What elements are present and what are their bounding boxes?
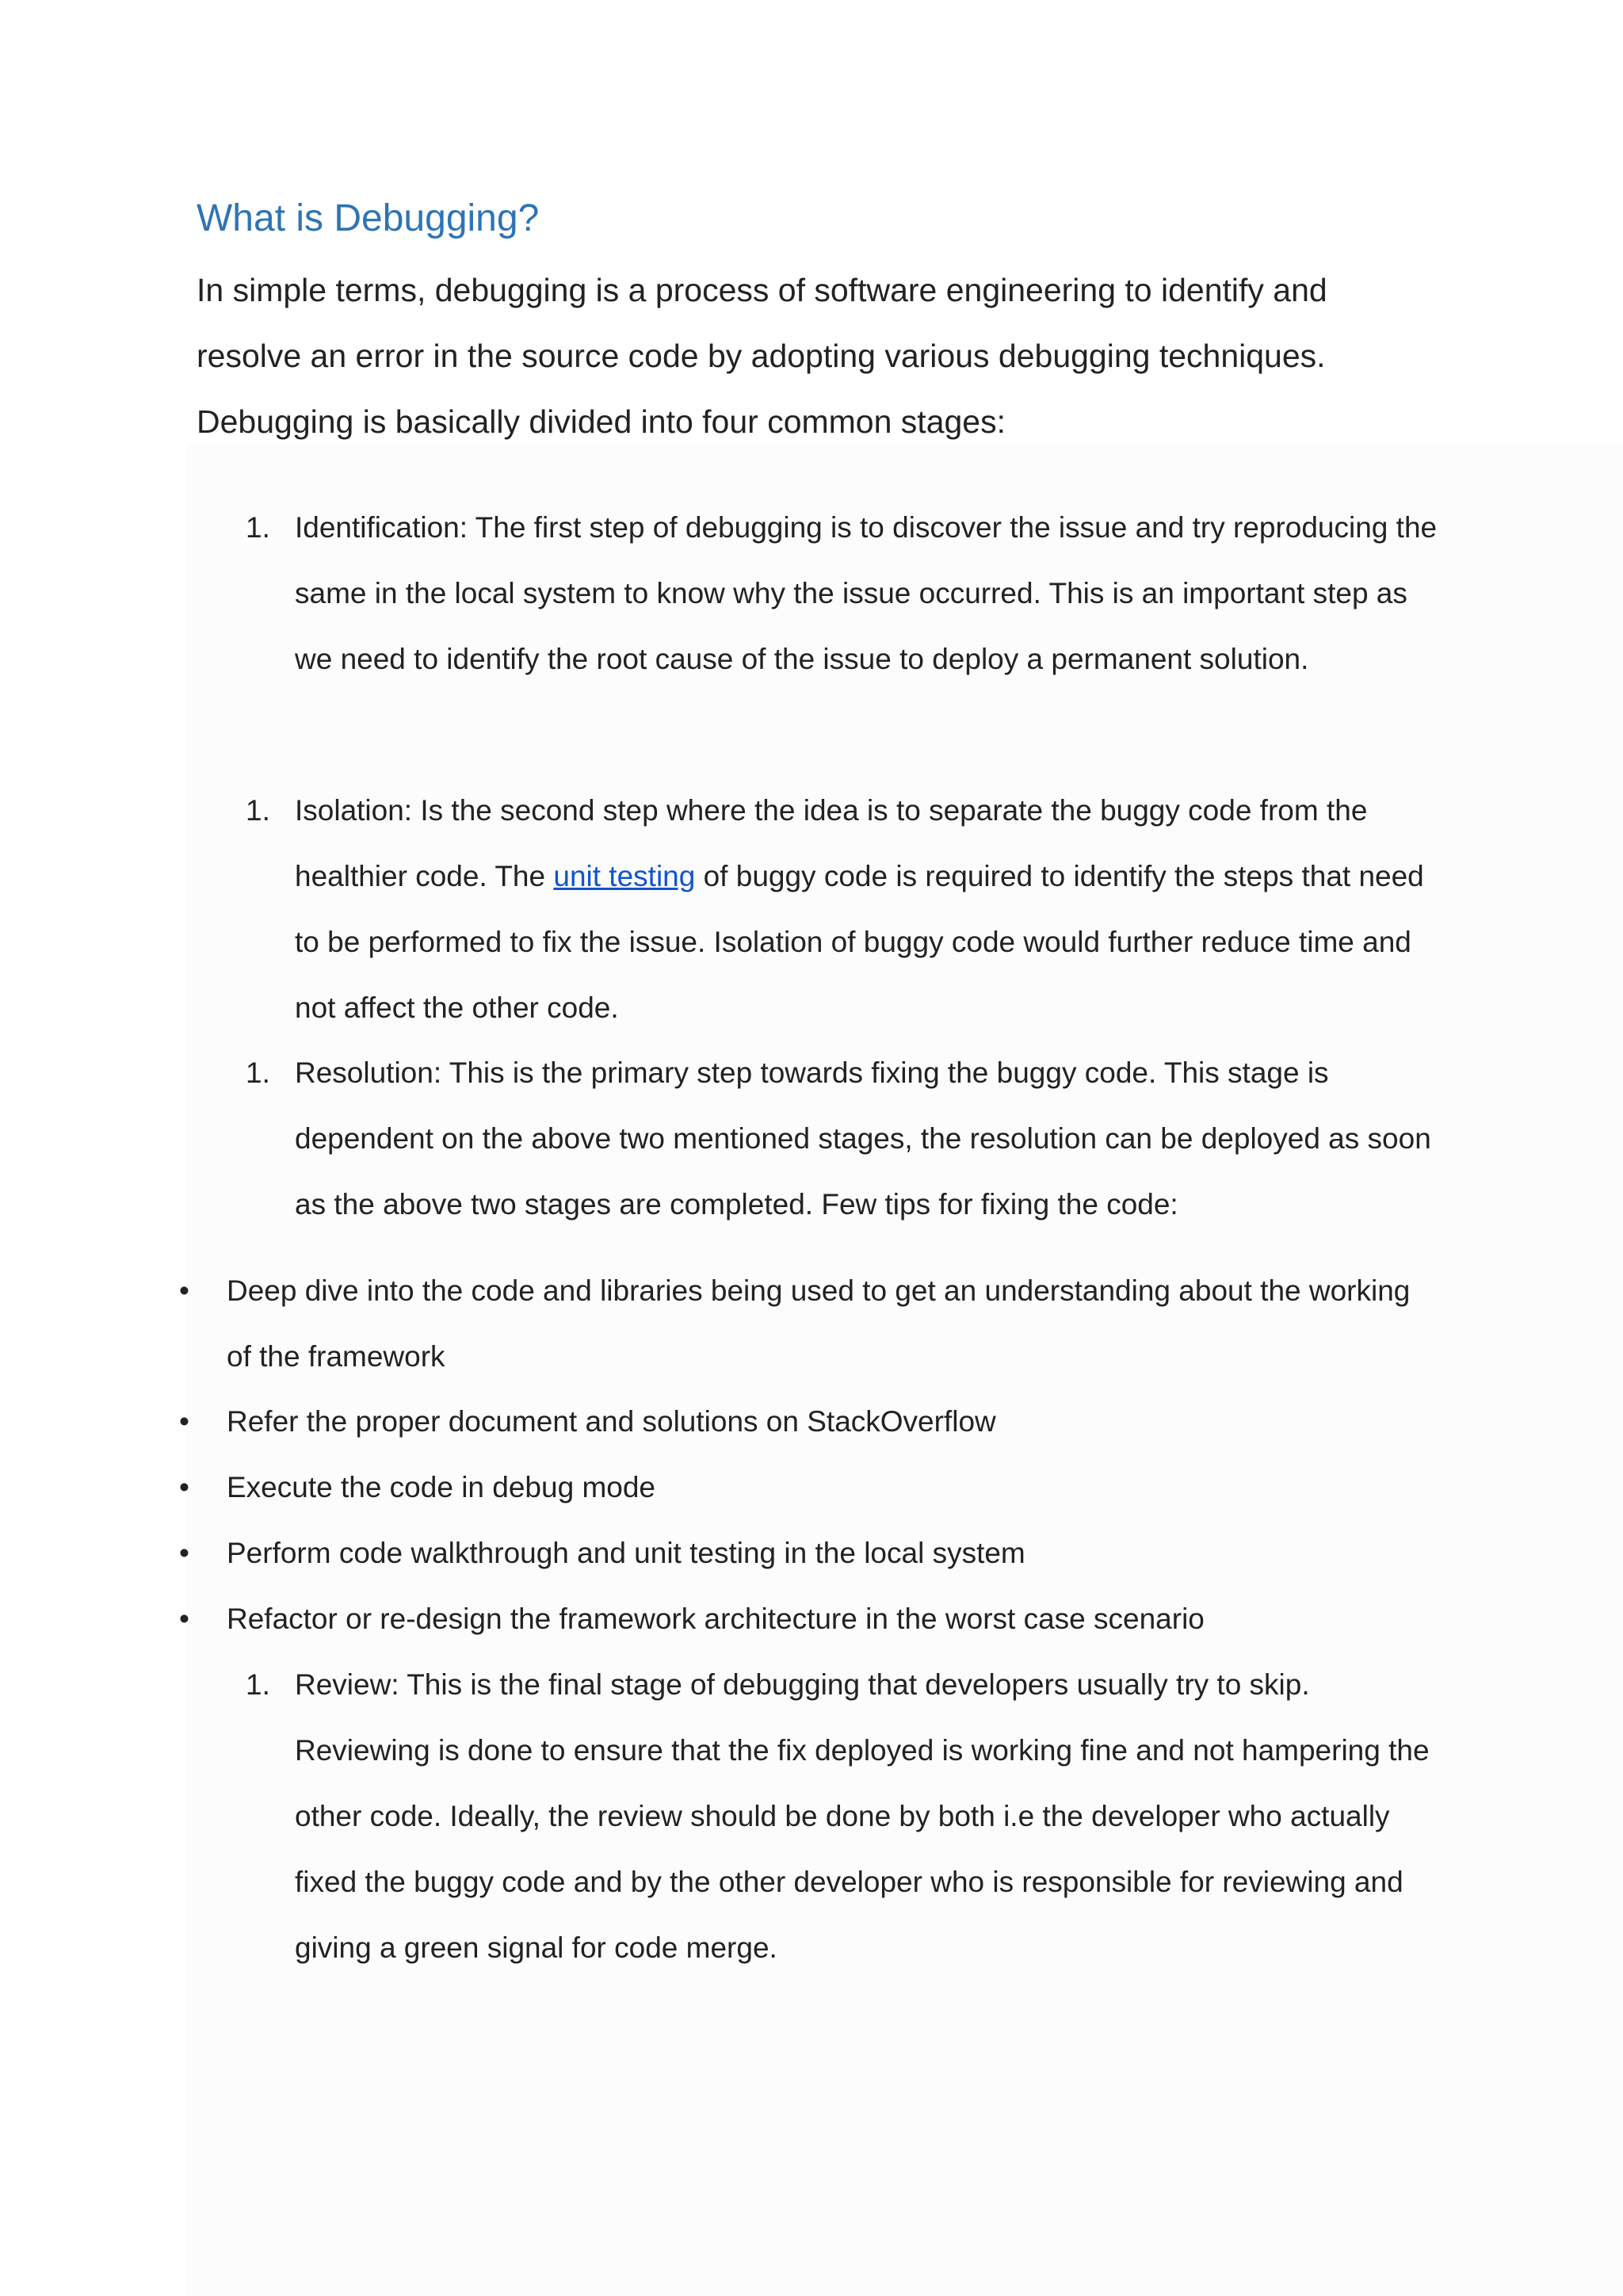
- intro-paragraph: In simple terms, debugging is a process of software engineering to identify and resolve an error in the source code by adopting various debugging techniques. Debugging is basically divided into four common stages:: [197, 272, 1327, 440]
- list-number: 1.: [246, 511, 270, 544]
- stage-text: Resolution: This is the primary step towards fixing the buggy code. This stage is dependent on the above two mentioned stages, the resolution can be deployed as soon as the above two stages are completed. Few tips for fixing the code:: [295, 1056, 1431, 1221]
- tip-list-item: [174, 1454, 1442, 1520]
- tip-text: Execute the code in debug mode: [227, 1471, 655, 1503]
- unit-testing-link[interactable]: unit testing: [553, 860, 696, 892]
- list-number: 1.: [246, 1056, 270, 1089]
- tip-text: Deep dive into the code and libraries being used to get an understanding about the working of the framework: [227, 1274, 1411, 1373]
- bullet-icon: •: [179, 1603, 189, 1635]
- stage-review: [246, 1652, 1450, 1981]
- bullet-icon: •: [179, 1471, 189, 1503]
- tip-list-item: [174, 1586, 1442, 1652]
- stage-text-start: Isolation: Is the second step where the idea is to separate the buggy code from the healthier code. The: [295, 794, 1368, 892]
- tip-text: Refer the proper document and solutions on StackOverflow: [227, 1405, 996, 1438]
- tip-list-item: [174, 1520, 1442, 1586]
- stage-isolation: [246, 777, 1450, 1041]
- bullet-icon: •: [179, 1537, 189, 1569]
- bullet-icon: •: [179, 1405, 189, 1438]
- stage-text: Identification: The first step of debugging is to discover the issue and try reproducing the same in the local system to know why the issue occurred. This is an important step as we need to identify the root cause of the issue to deploy a permanent solution.: [295, 511, 1438, 675]
- page-title: What is Debugging?: [197, 197, 540, 239]
- stage-resolution: [246, 1040, 1450, 1237]
- tip-list-item: [174, 1389, 1442, 1454]
- tip-text: Perform code walkthrough and unit testing in the local system: [227, 1537, 1025, 1569]
- stage-text: Review: This is the final stage of debugging that developers usually try to skip. Reviewing is done to ensure that the fix deployed is working fine and not hampering the other code. Ideally, the review should be done by both i.e the developer who actually fixed the buggy code and by the other developer who is responsible for reviewing and giving a green signal for code merge.: [295, 1668, 1430, 1964]
- bullet-icon: •: [179, 1274, 189, 1307]
- stage-text-end: of buggy code is required to identify the steps that need to be performed to fix the issue. Isolation of buggy code would further reduce time and not affect the other code.: [295, 860, 1424, 1024]
- list-number: 1.: [246, 1668, 270, 1701]
- stage-identification: [246, 495, 1450, 692]
- stage-text: [295, 777, 1450, 1041]
- tip-list-item: [174, 1258, 1442, 1389]
- tip-text: Refactor or re-design the framework architecture in the worst case scenario: [227, 1603, 1205, 1635]
- list-number: 1.: [246, 794, 270, 827]
